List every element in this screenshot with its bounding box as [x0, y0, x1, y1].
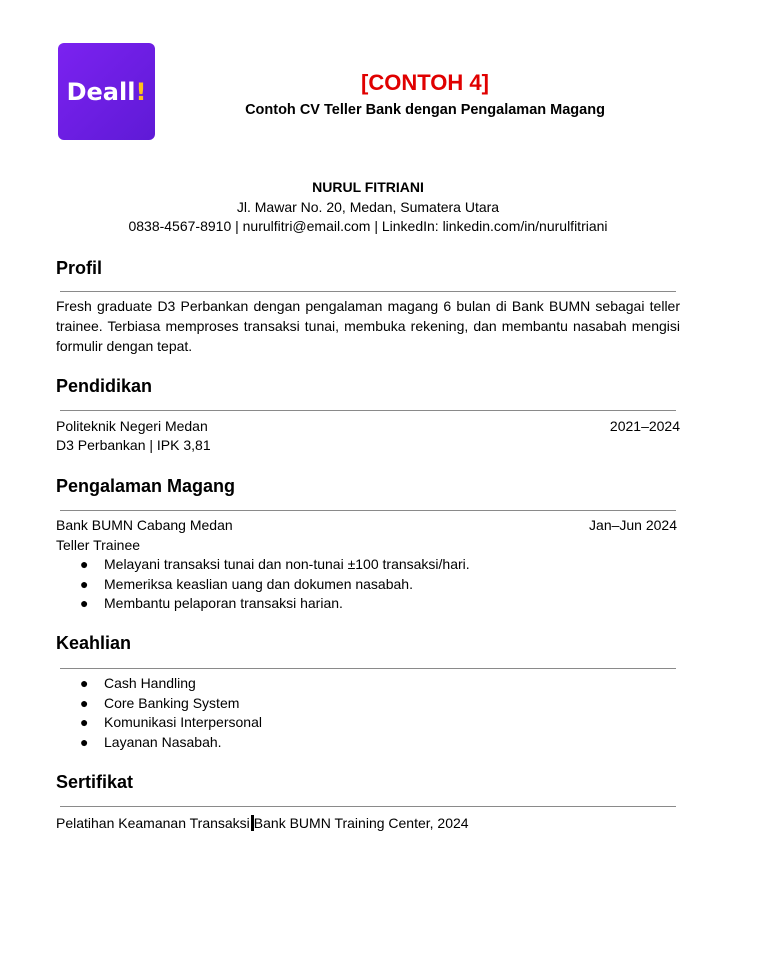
experience-company: Bank BUMN Cabang Medan: [56, 517, 233, 533]
document-subtitle: Contoh CV Teller Bank dengan Pengalaman Magang: [245, 102, 605, 118]
logo-text: Deall!: [66, 77, 147, 106]
section-divider: [60, 510, 676, 511]
section-divider: [60, 806, 676, 807]
experience-role: Teller Trainee: [56, 537, 141, 553]
section-heading-profil: Profil: [56, 258, 103, 278]
education-years: 2021–2024: [609, 418, 680, 434]
section-heading-sertifikat: Sertifikat: [56, 772, 134, 792]
experience-list: [56, 555, 470, 614]
list-item: ● Melayani transaksi tunai dan non-tunai ±100 transaksi/hari.: [80, 556, 470, 572]
candidate-name: NURUL FITRIANI: [312, 179, 424, 195]
certificate-issuer: Bank BUMN Training Center, 2024: [253, 815, 469, 831]
section-divider: [60, 410, 676, 411]
experience-period: Jan–Jun 2024: [589, 517, 677, 533]
education-row: [56, 417, 680, 436]
example-label: [CONTOH 4]: [361, 70, 489, 95]
section-heading-keahlian: Keahlian: [56, 633, 132, 653]
education-detail: D3 Perbankan | IPK 3,81: [56, 437, 211, 453]
certificate-entry: [56, 814, 469, 833]
list-item: ● Layanan Nasabah.: [80, 733, 222, 750]
section-heading-pendidikan: Pendidikan: [56, 376, 153, 396]
section-heading-magang: Pengalaman Magang: [56, 476, 236, 496]
section-divider: [60, 668, 676, 669]
skills-list: [56, 674, 262, 752]
candidate-address: Jl. Mawar No. 20, Medan, Sumatera Utara: [236, 199, 500, 215]
list-item: ● Core Banking System: [80, 694, 240, 711]
education-school: Politeknik Negeri Medan: [56, 418, 208, 434]
deall-logo: [58, 43, 155, 140]
list-item: ● Komunikasi Interpersonal: [80, 714, 262, 730]
experience-row: [56, 516, 677, 535]
certificate-title: Pelatihan Keamanan Transaksi: [56, 815, 250, 831]
list-item: ● Memeriksa keaslian uang dan dokumen nasabah.: [80, 575, 413, 592]
section-divider: [60, 291, 676, 292]
list-item: ● Membantu pelaporan transaksi harian.: [80, 595, 343, 611]
list-item: ● Cash Handling: [80, 675, 196, 691]
candidate-contact: 0838-4567-8910 | nurulfitri@email.com | LinkedIn: linkedin.com/in/nurulfitriani: [128, 218, 608, 234]
profil-text: Fresh graduate D3 Perbankan dengan pengalaman magang 6 bulan di Bank BUMN sebagai teller trainee. Terbiasa memproses transaksi tunai, membuka rekening, dan membantu nasabah mengisi formulir dengan tepat.: [56, 298, 680, 354]
